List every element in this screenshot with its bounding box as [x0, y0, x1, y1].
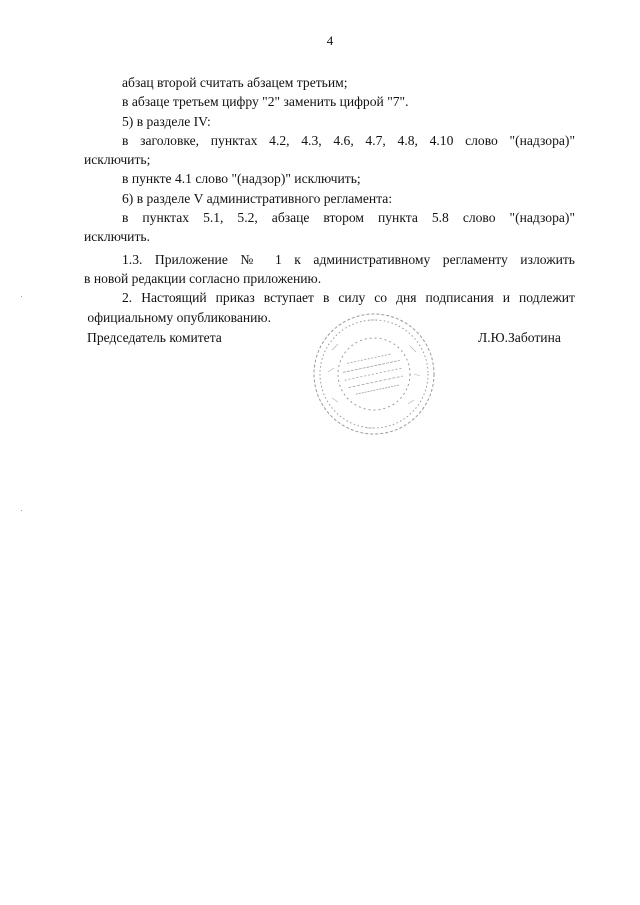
scan-artifact	[21, 296, 22, 297]
paragraph-line: в пунктах 5.1, 5.2, абзаце втором пункта 5.8 слово "(надзора)"	[122, 210, 575, 226]
official-seal-stamp	[310, 310, 438, 438]
paragraph-line: 2. Настоящий приказ вступает в силу со дня подписания и подлежит	[122, 290, 575, 306]
paragraph-line: 1.3. Приложение № 1 к административному регламенту изложить	[122, 251, 575, 267]
paragraph-line: в новой редакции согласно приложению.	[84, 270, 322, 286]
paragraph-line: 5) в разделе IV:	[122, 113, 211, 129]
paragraph-line: в пункте 4.1 слово "(надзор)" исключить;	[122, 171, 361, 187]
page-number: 4	[326, 33, 334, 48]
scan-artifact	[21, 510, 22, 511]
document-body	[84, 73, 575, 327]
paragraph-line: абзац второй считать абзацем третьим;	[122, 75, 348, 90]
paragraph-line: исключить.	[84, 229, 150, 245]
paragraph-line: в абзаце третьем цифру "2" заменить цифрой "7".	[122, 94, 409, 110]
signatory-name: Л.Ю.Заботина	[478, 330, 561, 345]
paragraph-line: в заголовке, пунктах 4.2, 4.3, 4.6, 4.7, 4.8, 4.10 слово "(надзора)"	[122, 132, 575, 148]
paragraph-line: официальному опубликованию.	[84, 309, 271, 325]
signatory-position: Председатель комитета	[87, 330, 222, 345]
paragraph-line: исключить;	[84, 152, 151, 168]
paragraph-line: 6) в разделе V административного регламента:	[122, 190, 393, 206]
